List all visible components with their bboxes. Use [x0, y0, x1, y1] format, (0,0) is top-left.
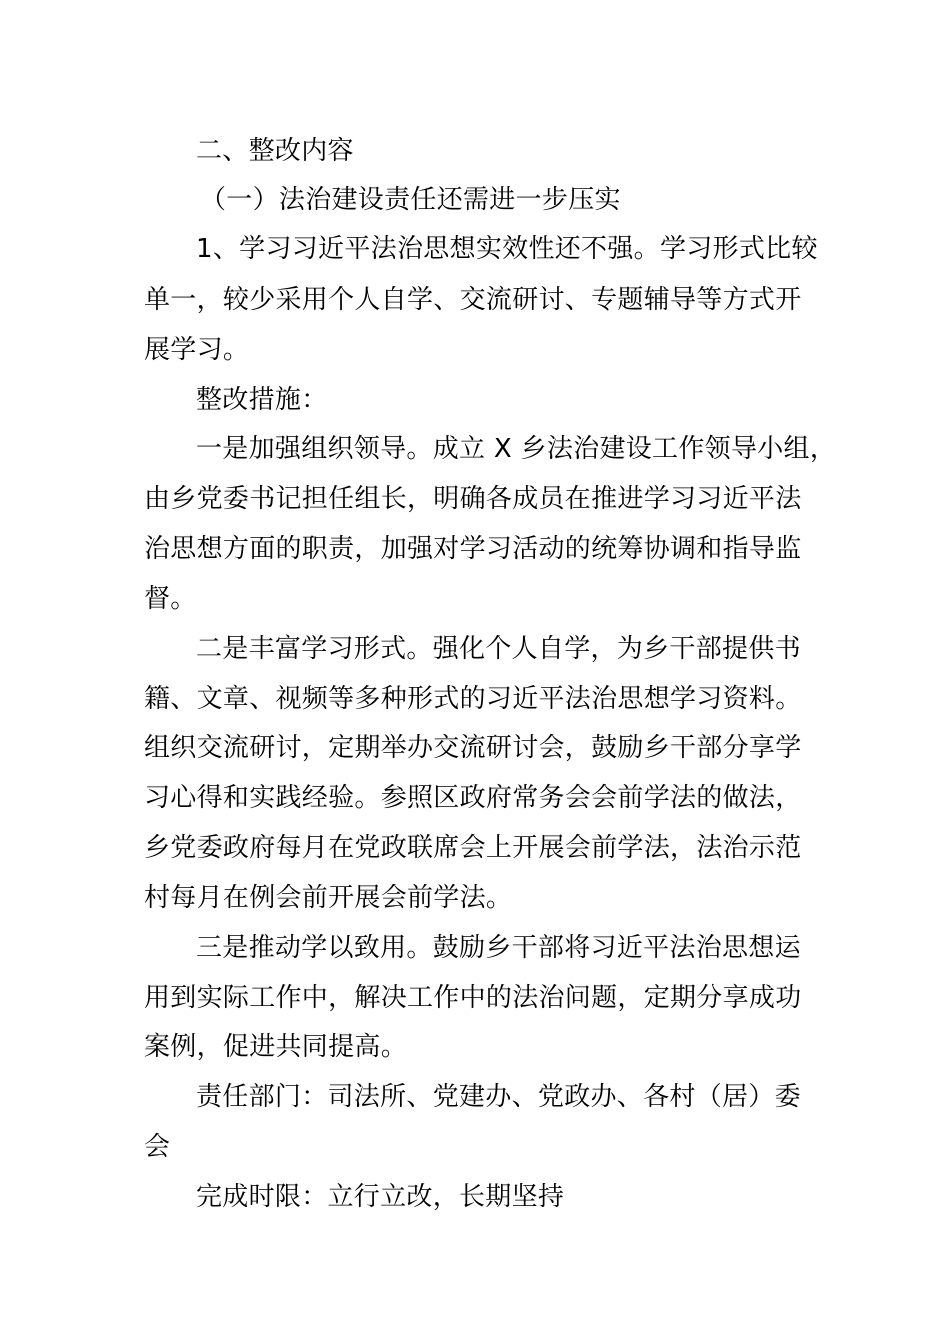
section-heading: 二、整改内容	[196, 136, 354, 166]
issue-line: 展学习。	[144, 335, 250, 365]
measure-2-line: 籍、文章、视频等多种形式的习近平法治思想学习资料。	[144, 684, 802, 714]
measure-2-line: 乡党委政府每月在党政联席会上开展会前学法，法治示范	[144, 833, 802, 863]
sub-heading: （一）法治建设责任还需进一步压实	[200, 185, 621, 215]
measure-3-line: 用到实际工作中，解决工作中的法治问题，定期分享成功	[144, 983, 802, 1013]
measure-3-line: 三是推动学以致用。鼓励乡干部将习近平法治思想运	[196, 933, 801, 963]
measure-2-line: 二是丰富学习形式。强化个人自学，为乡干部提供书	[196, 634, 801, 664]
responsible-line: 责任部门：司法所、党建办、党政办、各村（居）委	[196, 1082, 801, 1112]
measure-2-line: 组织交流研讨，定期举办交流研讨会，鼓励乡干部分享学	[144, 733, 802, 763]
issue-line: 单一，较少采用个人自学、交流研讨、专题辅导等方式开	[144, 285, 802, 315]
measure-1-line: 由乡党委书记担任组长，明确各成员在推进学习习近平法	[144, 484, 802, 514]
measure-1-line: 督。	[144, 584, 197, 614]
measure-1-line: 一是加强组织领导。成立 X 乡法治建设工作领导小组，	[196, 434, 837, 464]
measure-2-line: 村每月在例会前开展会前学法。	[144, 883, 513, 913]
responsible-line: 会	[144, 1132, 171, 1162]
measures-label: 整改措施：	[196, 385, 328, 415]
deadline-line: 完成时限：立行立改，长期坚持	[196, 1182, 565, 1212]
measure-2-line: 习心得和实践经验。参照区政府常务会会前学法的做法，	[144, 783, 802, 813]
measure-1-line: 治思想方面的职责，加强对学习活动的统筹协调和指导监	[144, 534, 802, 564]
measure-3-line: 案例，促进共同提高。	[144, 1032, 408, 1062]
issue-line: 1、学习习近平法治思想实效性还不强。学习形式比较	[196, 234, 818, 264]
